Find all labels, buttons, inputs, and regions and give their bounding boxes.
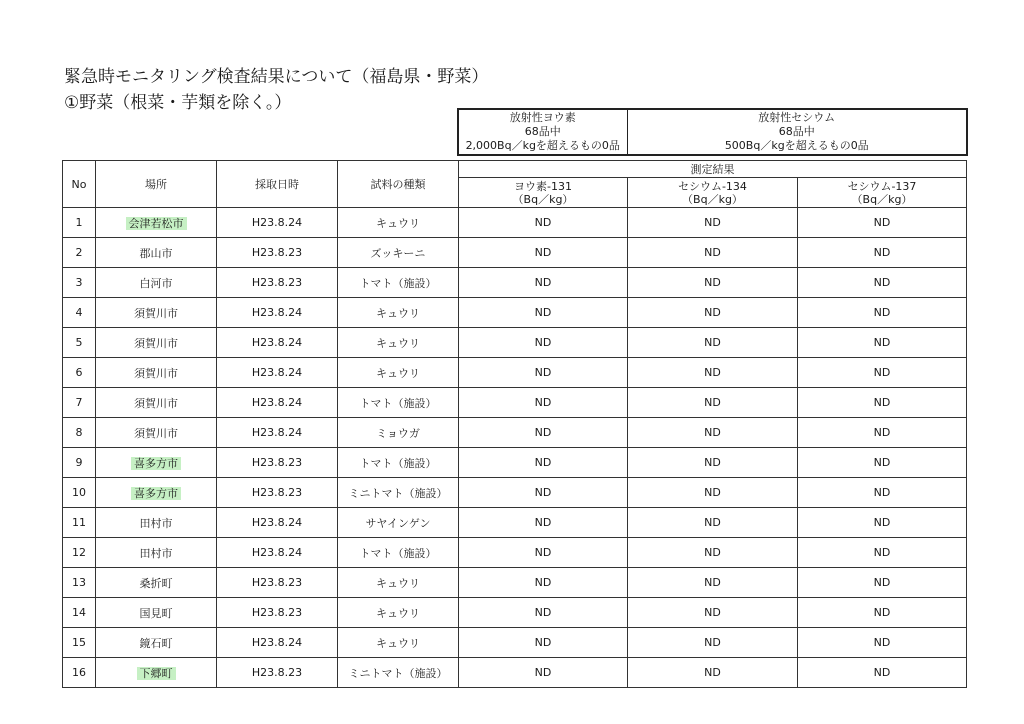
row-no-cell	[63, 268, 96, 298]
row-cs137: ND	[873, 636, 891, 649]
row-cs137: ND	[873, 456, 891, 469]
row-place-cell	[96, 238, 217, 268]
row-sample-cell	[338, 628, 459, 658]
row-sample-cell	[338, 358, 459, 388]
row-cs134: ND	[704, 666, 721, 679]
row-place: 郡山市	[139, 246, 173, 260]
row-sample: キュウリ	[376, 366, 420, 380]
row-no: 5	[75, 336, 83, 349]
row-i131-cell	[459, 658, 628, 688]
row-sample: ミョウガ	[376, 426, 420, 440]
row-date: H23.8.24	[251, 546, 303, 559]
row-no: 12	[72, 546, 86, 559]
row-cs137-cell	[798, 238, 967, 268]
row-sample-cell	[338, 268, 459, 298]
row-date: H23.8.23	[251, 276, 303, 289]
row-date-cell	[217, 328, 338, 358]
row-cs137-cell	[798, 598, 967, 628]
row-date: H23.8.23	[251, 486, 303, 499]
row-cs134: ND	[704, 546, 721, 559]
row-date: H23.8.23	[251, 456, 303, 469]
row-no: 6	[75, 366, 83, 379]
row-date: H23.8.24	[251, 306, 303, 319]
row-date-cell	[217, 418, 338, 448]
row-i131-cell	[459, 478, 628, 508]
row-cs137: ND	[873, 276, 891, 289]
row-no: 16	[72, 666, 86, 679]
row-cs134: ND	[704, 486, 721, 499]
summary-cesium-criterion: 500Bq／kgを超えるもの0品	[724, 139, 869, 152]
row-place: 国見町	[139, 606, 173, 620]
row-i131-cell	[459, 358, 628, 388]
row-cs137-cell	[798, 388, 967, 418]
row-no-cell	[63, 208, 96, 238]
row-date: H23.8.23	[251, 576, 303, 589]
row-sample: サヤインゲン	[365, 516, 431, 530]
row-cs134: ND	[704, 246, 721, 259]
row-no: 10	[72, 486, 86, 499]
row-cs134-cell	[628, 238, 798, 268]
row-cs134-cell	[628, 448, 798, 478]
row-date: H23.8.23	[251, 666, 303, 679]
row-sample: ミニトマト（施設）	[348, 666, 448, 680]
row-cs134-cell	[628, 298, 798, 328]
table-row	[63, 238, 967, 268]
row-cs134-cell	[628, 628, 798, 658]
table-row	[63, 628, 967, 658]
header-date: 採取日時	[217, 161, 338, 208]
row-no-cell	[63, 658, 96, 688]
row-sample: トマト（施設）	[359, 396, 437, 410]
table-row	[63, 268, 967, 298]
row-place-cell	[96, 628, 217, 658]
row-date-cell	[217, 508, 338, 538]
row-no-cell	[63, 238, 96, 268]
row-cs134-cell	[628, 358, 798, 388]
row-no-cell	[63, 358, 96, 388]
row-i131-cell	[459, 328, 628, 358]
row-date-cell	[217, 598, 338, 628]
header-cs134	[628, 178, 798, 208]
table-row	[63, 508, 967, 538]
row-no: 1	[75, 216, 83, 229]
header-i131-name: ヨウ素-131	[514, 179, 572, 193]
row-cs134: ND	[704, 516, 721, 529]
row-cs134: ND	[704, 336, 721, 349]
row-i131-cell	[459, 568, 628, 598]
row-place-cell	[96, 388, 217, 418]
row-cs137-cell	[798, 658, 967, 688]
row-no-cell	[63, 298, 96, 328]
row-sample-cell	[338, 508, 459, 538]
row-cs134: ND	[704, 426, 721, 439]
row-place-cell	[96, 568, 217, 598]
row-cs137-cell	[798, 208, 967, 238]
row-no-cell	[63, 478, 96, 508]
row-sample-cell	[338, 388, 459, 418]
row-date-cell	[217, 268, 338, 298]
row-i131: ND	[534, 606, 552, 619]
row-no: 4	[75, 306, 83, 319]
row-cs137: ND	[873, 306, 891, 319]
row-i131: ND	[534, 516, 552, 529]
header-results: 測定結果	[459, 161, 967, 178]
row-cs134: ND	[704, 606, 721, 619]
row-date-cell	[217, 208, 338, 238]
row-place: 須賀川市	[134, 366, 178, 380]
row-cs137: ND	[873, 606, 891, 619]
row-i131: ND	[534, 426, 552, 439]
row-cs134-cell	[628, 478, 798, 508]
row-sample-cell	[338, 418, 459, 448]
row-date-cell	[217, 628, 338, 658]
row-place-cell	[96, 268, 217, 298]
row-cs137-cell	[798, 628, 967, 658]
row-place: 下郷町	[137, 667, 176, 680]
row-no: 15	[72, 636, 86, 649]
row-date-cell	[217, 568, 338, 598]
row-place-cell	[96, 478, 217, 508]
row-place-cell	[96, 358, 217, 388]
row-i131-cell	[459, 388, 628, 418]
row-date: H23.8.24	[251, 516, 303, 529]
row-cs134: ND	[704, 306, 721, 319]
results-body	[63, 208, 967, 688]
row-no: 11	[72, 516, 86, 529]
row-sample: キュウリ	[376, 636, 420, 650]
row-i131-cell	[459, 238, 628, 268]
row-no-cell	[63, 568, 96, 598]
row-cs134: ND	[704, 216, 721, 229]
row-i131-cell	[459, 208, 628, 238]
row-place-cell	[96, 298, 217, 328]
row-cs137: ND	[873, 366, 891, 379]
row-cs137: ND	[873, 396, 891, 409]
header-cs134-name: セシウム-134	[678, 179, 747, 193]
row-cs134: ND	[704, 576, 721, 589]
row-cs134-cell	[628, 538, 798, 568]
row-no: 7	[75, 396, 83, 409]
row-place-cell	[96, 208, 217, 238]
row-date-cell	[217, 448, 338, 478]
row-date: H23.8.24	[251, 636, 303, 649]
row-sample: ミニトマト（施設）	[348, 486, 448, 500]
row-cs134-cell	[628, 418, 798, 448]
summary-iodine-cell	[458, 109, 627, 155]
row-date-cell	[217, 238, 338, 268]
table-row	[63, 208, 967, 238]
summary-iodine-label: 放射性ヨウ素	[509, 111, 576, 124]
row-sample: トマト（施設）	[359, 546, 437, 560]
row-i131-cell	[459, 298, 628, 328]
row-date-cell	[217, 658, 338, 688]
row-place-cell	[96, 508, 217, 538]
row-place: 喜多方市	[131, 487, 181, 500]
row-sample-cell	[338, 208, 459, 238]
row-no: 2	[75, 246, 83, 259]
row-place: 田村市	[139, 546, 173, 560]
row-i131-cell	[459, 268, 628, 298]
row-cs137: ND	[873, 486, 891, 499]
header-cs137-name: セシウム-137	[847, 179, 917, 193]
row-i131: ND	[534, 306, 552, 319]
row-i131: ND	[534, 396, 552, 409]
row-cs134-cell	[628, 328, 798, 358]
row-no: 9	[75, 456, 83, 469]
results-table	[62, 160, 967, 688]
row-i131: ND	[534, 456, 552, 469]
row-sample-cell	[338, 538, 459, 568]
row-cs137: ND	[873, 546, 891, 559]
table-row	[63, 298, 967, 328]
row-date: H23.8.23	[251, 606, 303, 619]
row-i131-cell	[459, 598, 628, 628]
row-cs137-cell	[798, 538, 967, 568]
row-no-cell	[63, 448, 96, 478]
row-sample-cell	[338, 328, 459, 358]
row-sample-cell	[338, 568, 459, 598]
table-row	[63, 658, 967, 688]
row-place-cell	[96, 658, 217, 688]
row-place: 喜多方市	[131, 457, 181, 470]
row-sample: ズッキーニ	[370, 246, 426, 260]
row-date: H23.8.24	[251, 426, 303, 439]
row-cs134: ND	[704, 366, 721, 379]
row-place-cell	[96, 418, 217, 448]
row-i131: ND	[534, 246, 552, 259]
row-no: 8	[75, 426, 83, 439]
header-cs134-unit: （Bq／kg）	[682, 192, 743, 206]
header-sample: 試料の種類	[338, 161, 459, 208]
header-place: 場所	[96, 161, 217, 208]
header-cs137	[798, 178, 967, 208]
table-row	[63, 568, 967, 598]
row-cs137-cell	[798, 568, 967, 598]
row-i131: ND	[534, 366, 552, 379]
table-row	[63, 538, 967, 568]
table-row	[63, 598, 967, 628]
row-sample: キュウリ	[376, 216, 420, 230]
table-row	[63, 478, 967, 508]
row-i131-cell	[459, 418, 628, 448]
row-i131: ND	[534, 636, 552, 649]
row-sample: トマト（施設）	[359, 456, 437, 470]
row-no-cell	[63, 598, 96, 628]
summary-cesium-count: 68品中	[778, 125, 815, 138]
row-place: 須賀川市	[134, 426, 178, 440]
row-i131-cell	[459, 448, 628, 478]
row-sample: キュウリ	[376, 336, 420, 350]
table-row	[63, 388, 967, 418]
row-i131: ND	[534, 576, 552, 589]
header-no: No	[63, 161, 96, 208]
row-date: H23.8.24	[251, 396, 303, 409]
row-sample-cell	[338, 658, 459, 688]
row-no-cell	[63, 508, 96, 538]
row-i131-cell	[459, 628, 628, 658]
row-cs137: ND	[873, 666, 891, 679]
row-date-cell	[217, 538, 338, 568]
row-sample-cell	[338, 478, 459, 508]
row-i131: ND	[534, 216, 552, 229]
row-place: 須賀川市	[134, 396, 178, 410]
row-date-cell	[217, 358, 338, 388]
row-cs134-cell	[628, 508, 798, 538]
row-i131-cell	[459, 538, 628, 568]
row-place-cell	[96, 538, 217, 568]
row-cs134: ND	[704, 636, 721, 649]
row-cs134-cell	[628, 658, 798, 688]
row-cs134-cell	[628, 598, 798, 628]
row-no: 14	[72, 606, 86, 619]
row-sample-cell	[338, 598, 459, 628]
page-title: 緊急時モニタリング検査結果について（福島県・野菜）	[64, 67, 489, 87]
table-row	[63, 448, 967, 478]
row-cs137: ND	[873, 336, 891, 349]
row-cs134-cell	[628, 268, 798, 298]
row-no-cell	[63, 628, 96, 658]
row-date: H23.8.24	[251, 336, 303, 349]
row-i131: ND	[534, 666, 552, 679]
row-cs134-cell	[628, 208, 798, 238]
row-date-cell	[217, 388, 338, 418]
row-place: 須賀川市	[134, 336, 178, 350]
row-i131: ND	[534, 486, 552, 499]
row-sample-cell	[338, 448, 459, 478]
row-cs137-cell	[798, 448, 967, 478]
row-cs137: ND	[873, 246, 891, 259]
row-place: 鏡石町	[139, 636, 173, 650]
row-place: 会津若松市	[126, 217, 187, 230]
row-no-cell	[63, 538, 96, 568]
table-row	[63, 358, 967, 388]
row-cs137-cell	[798, 358, 967, 388]
table-row	[63, 418, 967, 448]
row-place: 白河市	[139, 276, 173, 290]
row-i131-cell	[459, 508, 628, 538]
row-cs137: ND	[873, 576, 891, 589]
row-cs137-cell	[798, 298, 967, 328]
row-cs137-cell	[798, 478, 967, 508]
row-i131: ND	[534, 276, 552, 289]
header-cs137-unit: （Bq／kg）	[851, 192, 913, 206]
row-place-cell	[96, 328, 217, 358]
row-place-cell	[96, 448, 217, 478]
row-place: 須賀川市	[134, 306, 178, 320]
row-cs137-cell	[798, 268, 967, 298]
row-i131: ND	[534, 546, 552, 559]
row-sample: キュウリ	[376, 306, 420, 320]
row-cs137-cell	[798, 328, 967, 358]
summary-iodine-criterion: 2,000Bq／kgを超えるもの0品	[465, 139, 620, 152]
row-date: H23.8.24	[251, 216, 303, 229]
row-cs134-cell	[628, 388, 798, 418]
row-no-cell	[63, 418, 96, 448]
row-cs134-cell	[628, 568, 798, 598]
row-no: 3	[75, 276, 83, 289]
page-subtitle: ①野菜（根菜・芋類を除く。）	[64, 93, 292, 113]
row-sample-cell	[338, 238, 459, 268]
row-i131: ND	[534, 336, 552, 349]
row-date: H23.8.23	[251, 246, 303, 259]
row-no-cell	[63, 328, 96, 358]
row-date-cell	[217, 478, 338, 508]
row-place-cell	[96, 598, 217, 628]
row-no: 13	[72, 576, 86, 589]
row-place: 田村市	[139, 516, 173, 530]
row-sample-cell	[338, 298, 459, 328]
row-cs134: ND	[704, 456, 721, 469]
row-date: H23.8.24	[251, 366, 303, 379]
header-i131	[459, 178, 628, 208]
summary-cesium-label: 放射性セシウム	[758, 111, 836, 124]
row-cs137: ND	[873, 426, 891, 439]
row-cs134: ND	[704, 276, 721, 289]
summary-cesium-cell	[627, 109, 967, 155]
row-sample: キュウリ	[376, 606, 420, 620]
table-row	[63, 328, 967, 358]
summary-table	[457, 108, 968, 156]
row-place: 桑折町	[139, 576, 173, 590]
row-sample: トマト（施設）	[359, 276, 437, 290]
row-cs134: ND	[704, 396, 721, 409]
row-cs137-cell	[798, 508, 967, 538]
row-cs137: ND	[873, 516, 891, 529]
row-date-cell	[217, 298, 338, 328]
row-cs137-cell	[798, 418, 967, 448]
row-no-cell	[63, 388, 96, 418]
row-cs137: ND	[873, 216, 891, 229]
row-sample: キュウリ	[376, 576, 420, 590]
header-i131-unit: （Bq／kg）	[512, 192, 574, 206]
summary-iodine-count: 68品中	[524, 125, 561, 138]
